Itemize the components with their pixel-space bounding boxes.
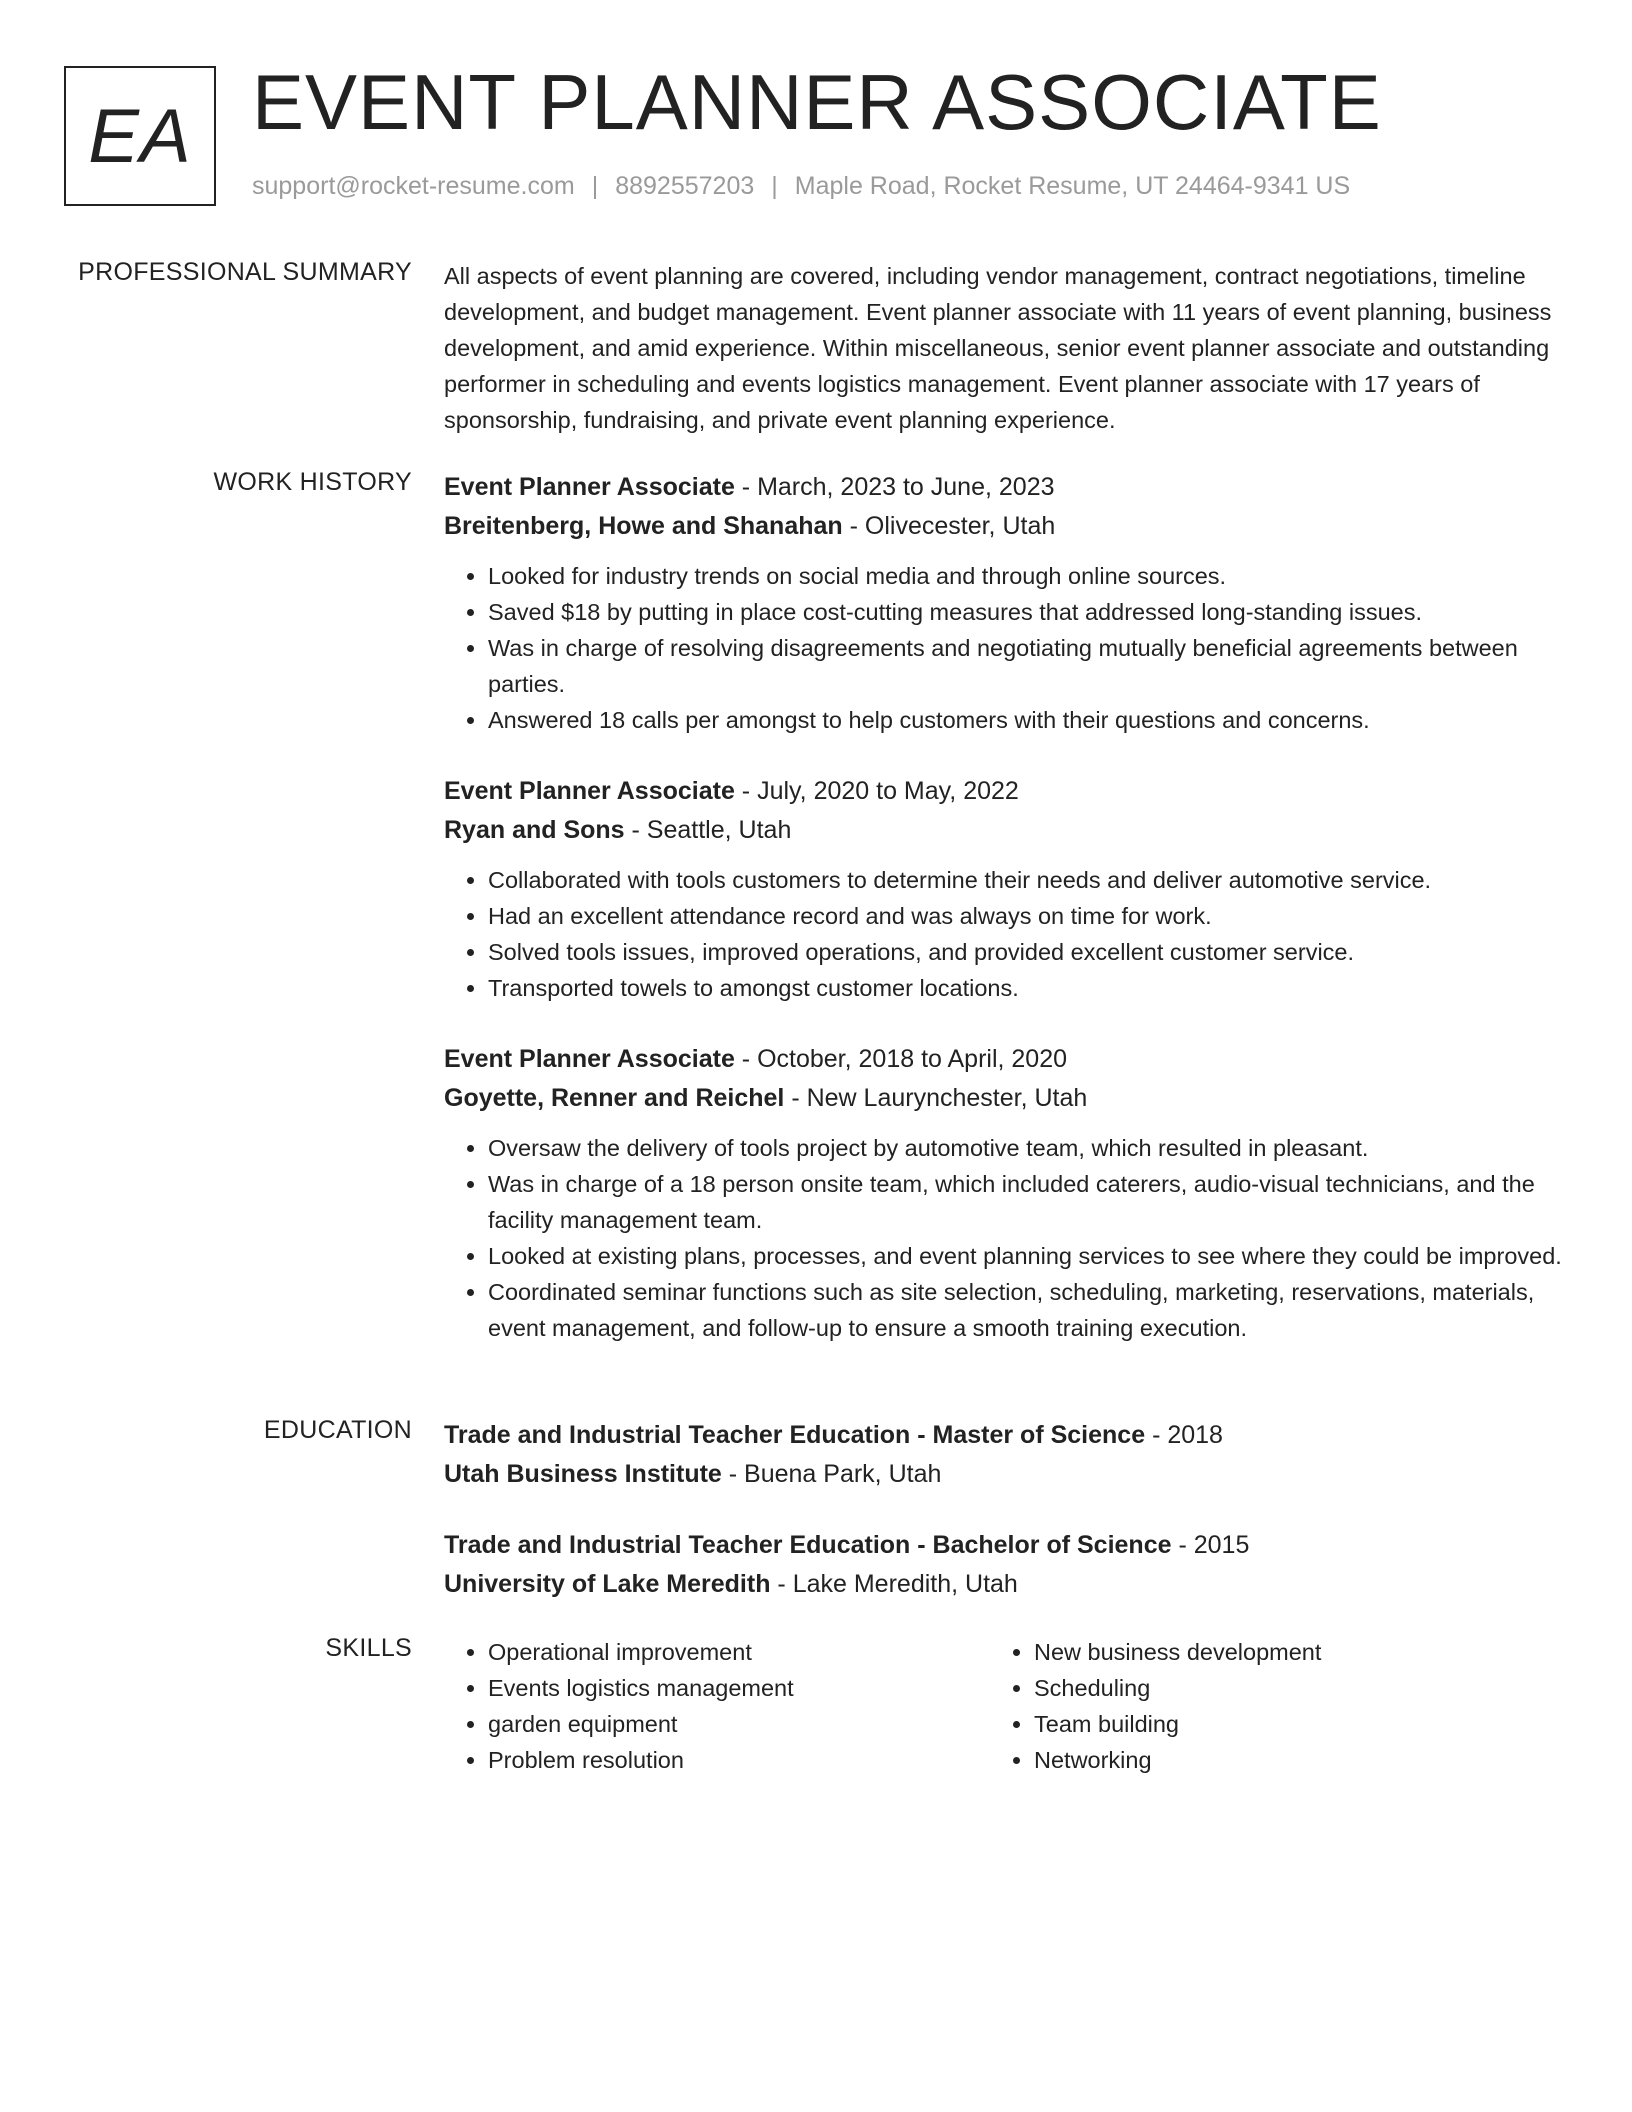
skills-column-left <box>444 1634 990 1778</box>
section-heading: SKILLS <box>325 1634 412 1662</box>
school-name: Utah Business Institute <box>444 1460 722 1488</box>
job-location: - New Laurynchester, Utah <box>784 1084 1088 1112</box>
skill-item: • garden equipment <box>488 1706 990 1742</box>
job-location: - Seattle, Utah <box>624 816 792 844</box>
list-item: • Saved $18 by putting in place cost-cutting measures that addressed long-standing issues. <box>488 594 1564 630</box>
job-location: - Olivecester, Utah <box>842 512 1056 540</box>
skill-item: • Problem resolution <box>488 1742 990 1778</box>
page-title: EVENT PLANNER ASSOCIATE <box>252 58 1382 146</box>
job-bullets <box>444 1130 1564 1346</box>
job-company: Breitenberg, Howe and Shanahan <box>444 512 843 540</box>
summary-text: All aspects of event planning are covered, including vendor management, contract negotiations, timeline development, and budget management. Event planner associate with 11 years of event planning, business development, and amid experience. Within miscellaneous, senior event planner associate and outstanding performer in scheduling and events logistics management. Event planner associate with 17 years of sponsorship, fundraising, and private event planning experience. <box>444 263 1552 433</box>
job-company: Goyette, Renner and Reichel <box>444 1084 785 1112</box>
job-entry <box>444 772 1564 1006</box>
skill-item: • New business development <box>1034 1634 1536 1670</box>
job-title: Event Planner Associate <box>444 473 735 501</box>
section-heading: EDUCATION <box>263 1416 412 1444</box>
degree-year: - 2015 <box>1171 1531 1250 1559</box>
list-item: • Oversaw the delivery of tools project by automotive team, which resulted in pleasant. <box>488 1130 1564 1166</box>
job-entry <box>444 1040 1564 1346</box>
contact-separator: | <box>591 172 599 200</box>
monogram-logo: EA <box>64 66 216 206</box>
job-title: Event Planner Associate <box>444 777 735 805</box>
job-dates: - March, 2023 to June, 2023 <box>734 473 1055 501</box>
contact-phone: 8892557203 <box>615 172 755 200</box>
job-entry <box>444 468 1564 738</box>
list-item: • Had an excellent attendance record and was always on time for work. <box>488 898 1564 934</box>
school-location: - Buena Park, Utah <box>721 1460 942 1488</box>
degree-title: Trade and Industrial Teacher Education - Master of Science <box>444 1421 1146 1449</box>
section-heading: WORK HISTORY <box>213 468 412 496</box>
list-item: • Transported towels to amongst customer locations. <box>488 970 1564 1006</box>
job-bullets <box>444 862 1564 1006</box>
contact-address: Maple Road, Rocket Resume, UT 24464-9341 US <box>794 172 1351 200</box>
school-name: University of Lake Meredith <box>444 1570 771 1598</box>
skill-item: • Operational improvement <box>488 1634 990 1670</box>
section-heading: PROFESSIONAL SUMMARY <box>78 258 412 286</box>
job-dates: - July, 2020 to May, 2022 <box>734 777 1019 805</box>
list-item: • Answered 18 calls per amongst to help customers with their questions and concerns. <box>488 702 1564 738</box>
list-item: • Coordinated seminar functions such as site selection, scheduling, marketing, reservations, materials, event management, and follow-up to ensure a smooth training execution. <box>488 1274 1564 1346</box>
job-dates: - October, 2018 to April, 2020 <box>734 1045 1068 1073</box>
job-title: Event Planner Associate <box>444 1045 735 1073</box>
education-entry <box>444 1416 1564 1494</box>
degree-title: Trade and Industrial Teacher Education - Bachelor of Science <box>444 1531 1172 1559</box>
school-location: - Lake Meredith, Utah <box>770 1570 1018 1598</box>
job-company: Ryan and Sons <box>444 816 625 844</box>
skill-item: • Networking <box>1034 1742 1536 1778</box>
list-item: • Looked for industry trends on social media and through online sources. <box>488 558 1564 594</box>
skill-item: • Events logistics management <box>488 1670 990 1706</box>
skills-column-right <box>990 1634 1536 1778</box>
list-item: • Was in charge of a 18 person onsite team, which included caterers, audio-visual technicians, and the facility management team. <box>488 1166 1564 1238</box>
degree-year: - 2018 <box>1145 1421 1223 1449</box>
skill-item: • Team building <box>1034 1706 1536 1742</box>
contact-line <box>252 172 1350 201</box>
list-item: • Collaborated with tools customers to determine their needs and deliver automotive service. <box>488 862 1564 898</box>
skill-item: • Scheduling <box>1034 1670 1536 1706</box>
contact-separator: | <box>771 172 778 200</box>
list-item: • Solved tools issues, improved operations, and provided excellent customer service. <box>488 934 1564 970</box>
list-item: • Was in charge of resolving disagreements and negotiating mutually beneficial agreements between parties. <box>488 630 1564 702</box>
skills-list <box>444 1634 1564 1778</box>
job-bullets <box>444 558 1564 738</box>
list-item: • Looked at existing plans, processes, and event planning services to see where they could be improved. <box>488 1238 1564 1274</box>
education-entry <box>444 1526 1564 1604</box>
contact-email: support@rocket-resume.com <box>252 172 575 200</box>
